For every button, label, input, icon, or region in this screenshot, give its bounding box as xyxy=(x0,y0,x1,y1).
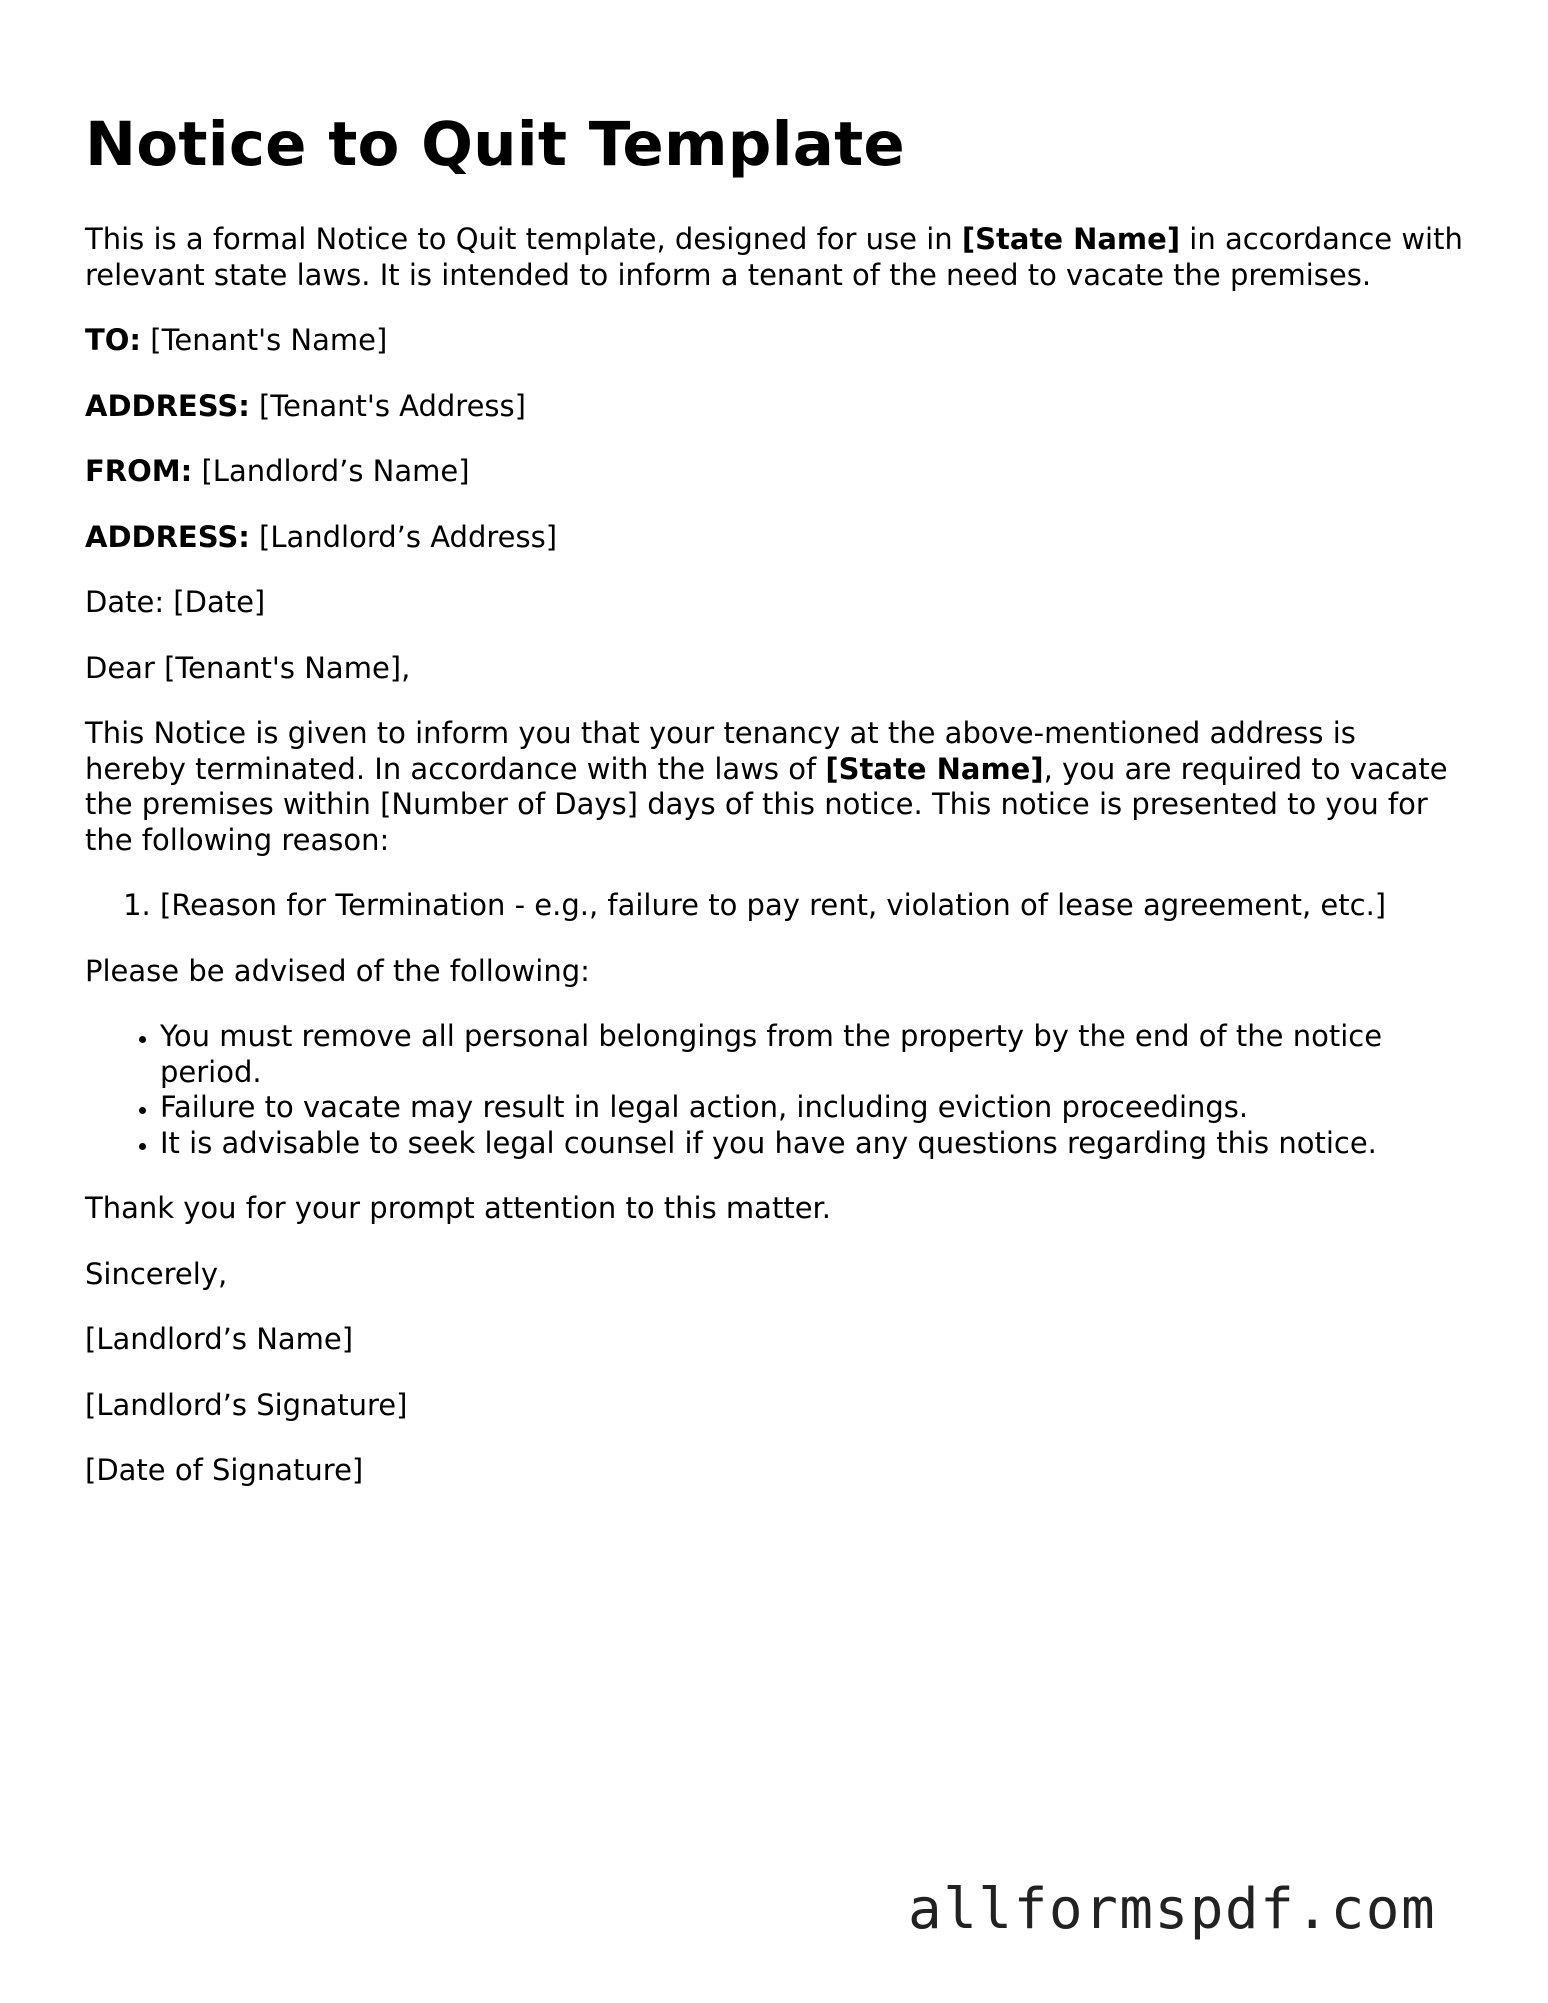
to-field xyxy=(85,323,1465,359)
advisory-item: • You must remove all personal belongings from the property by the end of the notice period. xyxy=(160,1019,1465,1090)
advisory-item: • It is advisable to seek legal counsel if you have any questions regarding this notice. xyxy=(160,1126,1465,1162)
landlord-address-value: [Landlord’s Address] xyxy=(249,519,558,554)
advisory-item: • Failure to vacate may result in legal action, including eviction proceedings. xyxy=(160,1090,1465,1126)
to-label: TO: xyxy=(85,323,142,357)
thanks-line: Thank you for your prompt attention to this matter. xyxy=(85,1191,832,1225)
page-title: Notice to Quit Template xyxy=(85,109,905,180)
body-text-end: , you are required to vacate the premises within [Number of Days] days of this notice. This notice is presented to you for the following reason: xyxy=(85,751,1448,857)
landlord-address-field xyxy=(85,520,1465,556)
to-value: [Tenant's Name] xyxy=(141,323,388,357)
date-field: Date: [Date] xyxy=(85,585,266,619)
landlord-address-label: ADDRESS: xyxy=(85,519,250,554)
intro-paragraph xyxy=(85,222,1465,293)
tenant-address-value: [Tenant's Address] xyxy=(249,388,526,423)
from-field xyxy=(85,454,1465,490)
body-text-start: This Notice is given to inform you that your tenancy at the above-mentioned address is hereby terminated. In accordance with the laws of xyxy=(85,716,1356,786)
body-paragraph xyxy=(85,716,1465,858)
intro-state-name: [State Name] xyxy=(961,222,1181,256)
signature-date: [Date of Signature] xyxy=(85,1453,364,1487)
intro-text-start: This is a formal Notice to Quit template, designed for use in xyxy=(85,222,962,256)
signature-line: [Landlord’s Signature] xyxy=(85,1387,408,1422)
tenant-address-field xyxy=(85,389,1465,425)
salutation: Dear [Tenant's Name], xyxy=(85,650,411,685)
advisories-list xyxy=(85,1019,1465,1161)
from-value: [Landlord’s Name] xyxy=(192,454,470,488)
document-page xyxy=(85,0,1465,1489)
closing-line: Sincerely, xyxy=(85,1256,228,1291)
site-watermark: allformspdf.com xyxy=(908,1877,1437,1942)
from-label: FROM: xyxy=(85,454,193,488)
intro-text-end: in accordance with relevant state laws. It is intended to inform a tenant of the need to vacate the premises. xyxy=(85,222,1463,292)
body-state-name: [State Name] xyxy=(825,751,1044,786)
reason-item: 1. [Reason for Termination - e.g., failure to pay rent, violation of lease agreement, etc.] xyxy=(160,888,1465,924)
advised-intro: Please be advised of the following: xyxy=(85,953,590,988)
reasons-list xyxy=(85,888,1465,924)
tenant-address-label: ADDRESS: xyxy=(85,388,250,423)
signature-name: [Landlord’s Name] xyxy=(85,1322,354,1356)
